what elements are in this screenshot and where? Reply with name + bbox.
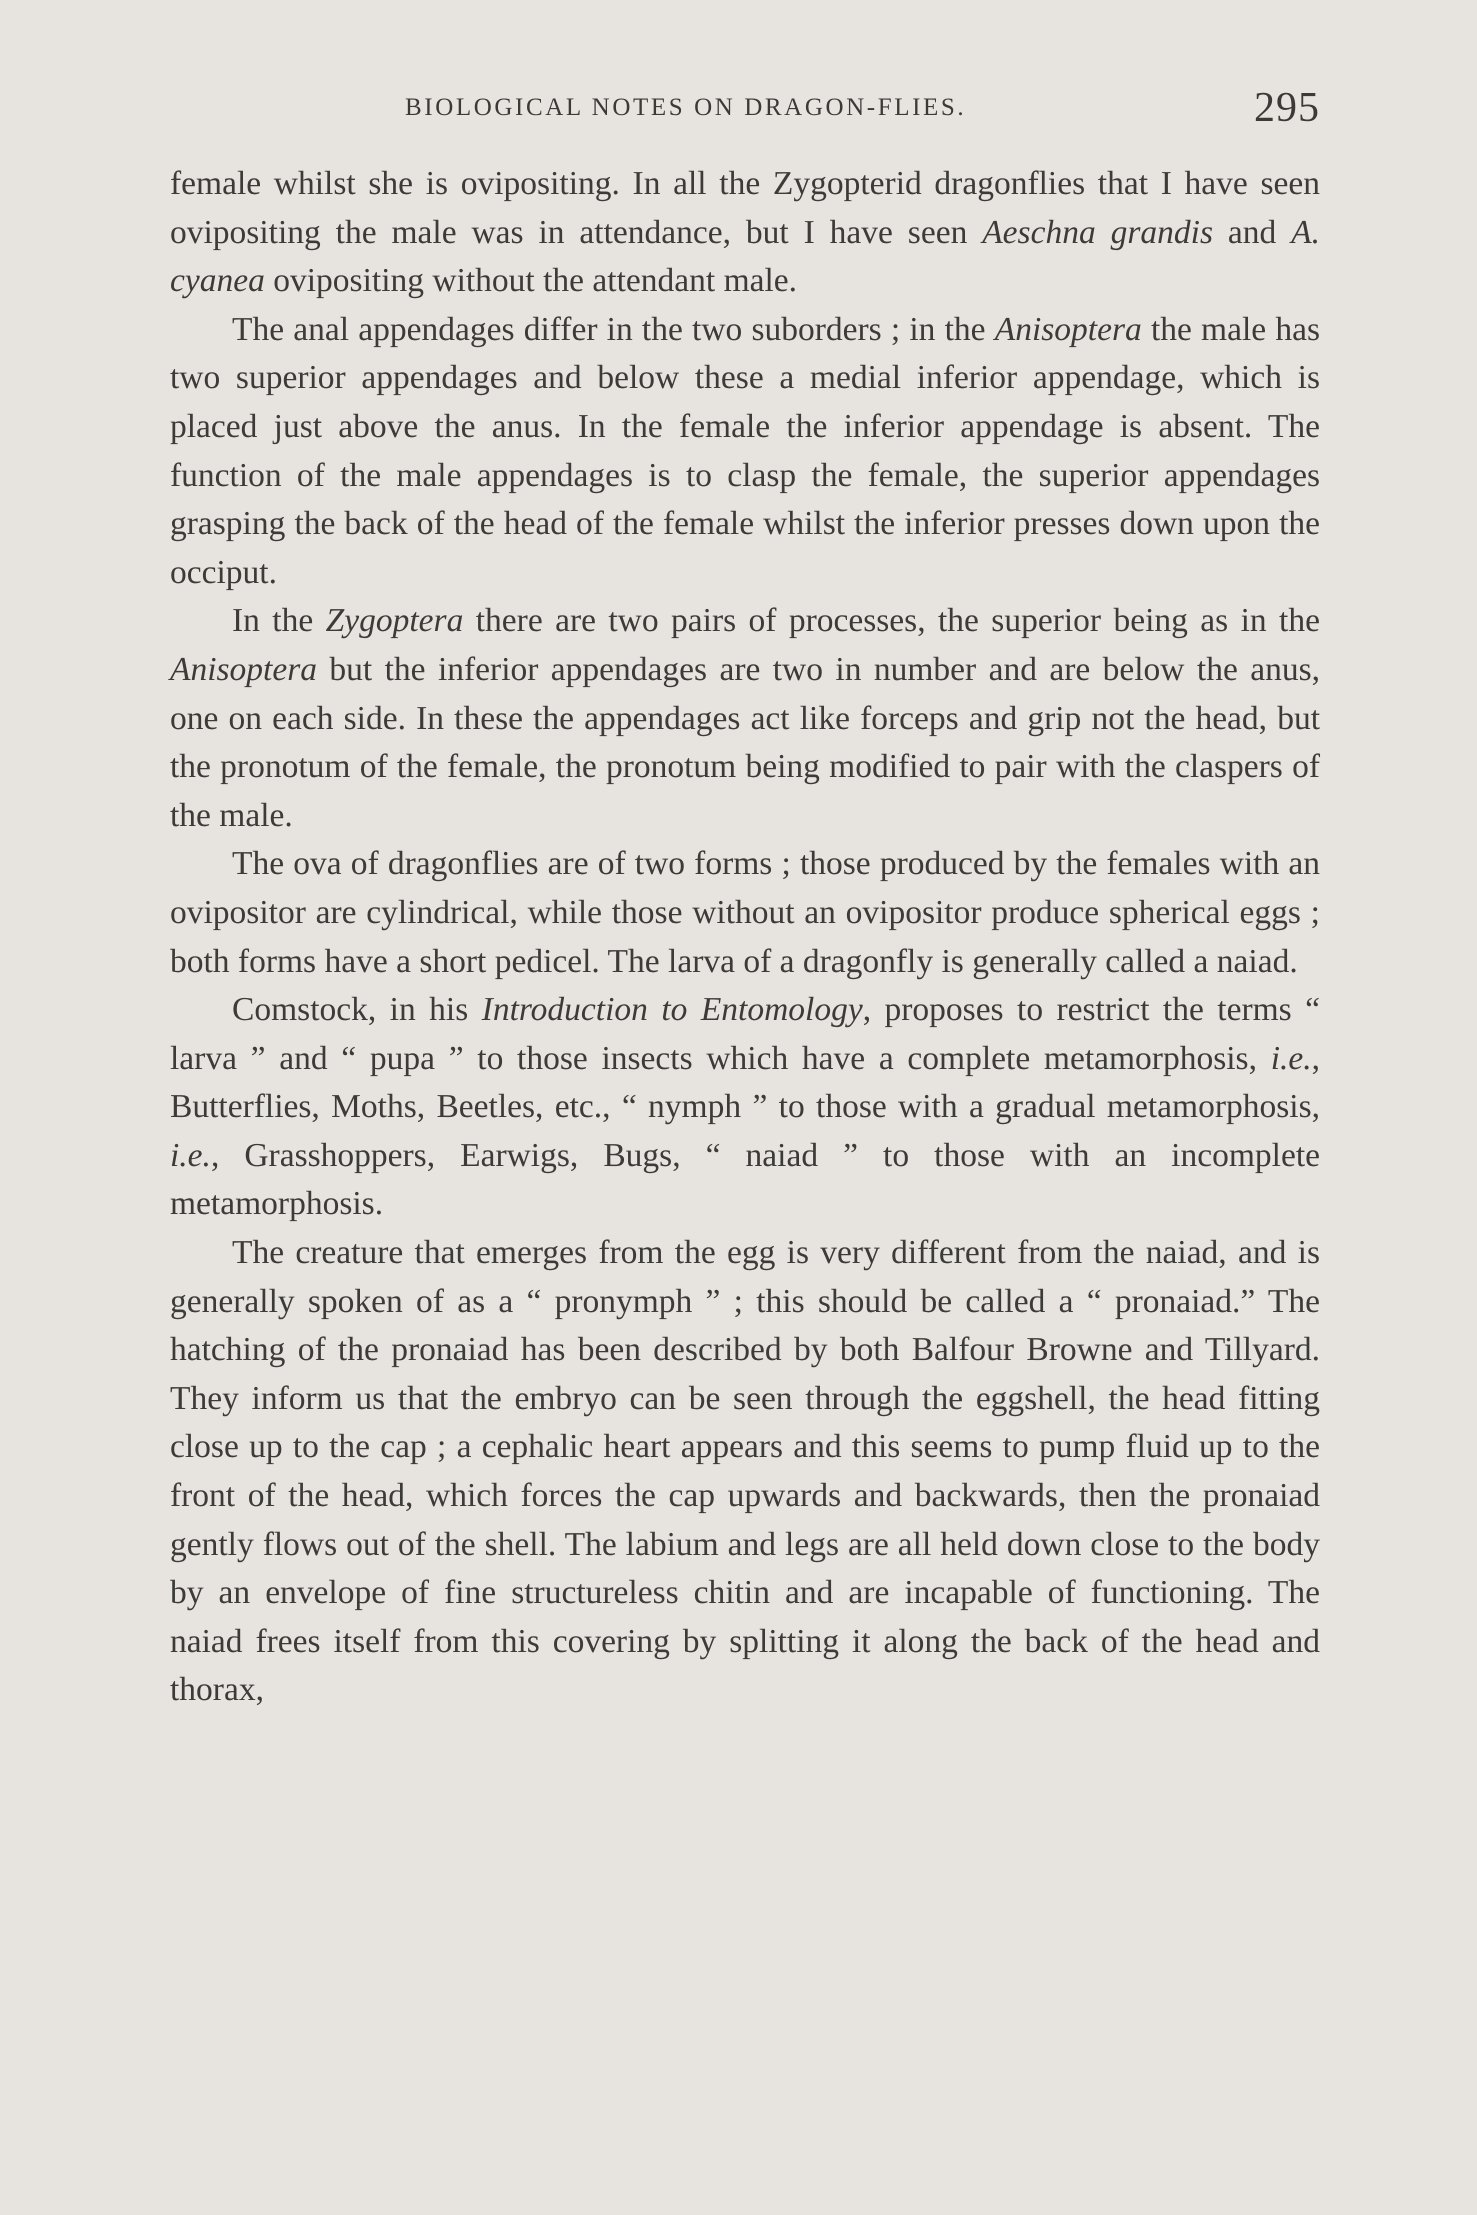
text-run: Comstock, in his	[232, 991, 482, 1029]
text-run: the male has two superior appendages and below these a medial inferior appendage, which is placed just above the anus. In the female the inferior appendage is absent. The function of the male appendages is to clasp the female, the superior appendages grasping the back of the head of the female whilst the inferior presses down upon the occiput.	[170, 310, 1320, 591]
text-run: The anal appendages differ in the two suborders ; in the	[232, 310, 995, 348]
text-run: , proposes to restrict the terms “ larva ” and “ pupa ” to those insects which have a complete metamorphosis,	[170, 991, 1320, 1077]
text-run: , Butterflies, Moths, Beetles, etc., “ nymph ” to those with a gradual metamorphosis,	[170, 1039, 1320, 1126]
text-run: The ova of dragonflies are of two forms ; those produced by the females with an ovipositor are cylindrical, while those without an ovipositor produce spherical eggs ; both forms have a short pedicel. The larva of a dragonfly is generally called a naiad.	[170, 845, 1320, 980]
italic-text: Anisoptera	[994, 310, 1142, 348]
text-run: The creature that emerges from the egg is very different from the naiad, and is generally spoken of as a “ pronymph ” ; this should be called a “ pronaiad.” The hatching of the pronaiad has been described by both Balfour Browne and Tillyard. They inform us that the embryo can be seen through the eggshell, the head fitting close up to the cap ; a cephalic heart appears and this seems to pump fluid up to the front of the head, which forces the cap upwards and backwards, then the pronaiad gently flows out of the shell. The labium and legs are all held down close to the body by an envelope of fine structureless chitin and are incapable of functioning. The naiad frees itself from this covering by splitting it along the back of the head and thorax,	[170, 1234, 1320, 1709]
italic-text: i.e.	[170, 1136, 211, 1174]
paragraph	[170, 1229, 1320, 1715]
paragraph	[170, 597, 1320, 840]
text-run: and	[1212, 213, 1292, 251]
italic-text: A. cyanea	[170, 213, 1320, 300]
text-run: In the	[232, 602, 326, 640]
italic-text: Aeschna grandis	[982, 213, 1213, 251]
italic-text: Introduction to Entomology	[481, 991, 863, 1029]
paragraph	[170, 306, 1320, 598]
text-run: but the inferior appendages are two in number and are below the anus, one on each side. In these the appendages act like forceps and grip not the head, but the pronotum of the female, the pronotum being modified to pair with the claspers of the male.	[170, 650, 1320, 834]
text-run: there are two pairs of processes, the superior being as in the	[463, 602, 1320, 640]
paragraph	[170, 840, 1320, 986]
body-text	[170, 160, 1320, 1715]
running-head	[170, 84, 1320, 140]
paragraph	[170, 986, 1320, 1229]
text-run: , Grasshoppers, Earwigs, Bugs, “ naiad ” to those with an incomplete metamorphosis.	[170, 1136, 1320, 1223]
italic-text: i.e.	[1270, 1039, 1312, 1077]
page-number: 295	[1254, 85, 1320, 131]
text-run: ovipositing without the attendant male.	[264, 262, 798, 300]
paragraph	[170, 160, 1320, 306]
text-run: female whilst she is ovipositing. In all the Zygopterid dragonflies that I have seen ovipositing the male was in attendance, but I have seen	[170, 165, 1320, 251]
running-title: BIOLOGICAL NOTES ON DRAGON-FLIES.	[405, 94, 967, 121]
italic-text: Anisoptera	[170, 650, 318, 688]
italic-text: Zygoptera	[325, 602, 464, 640]
